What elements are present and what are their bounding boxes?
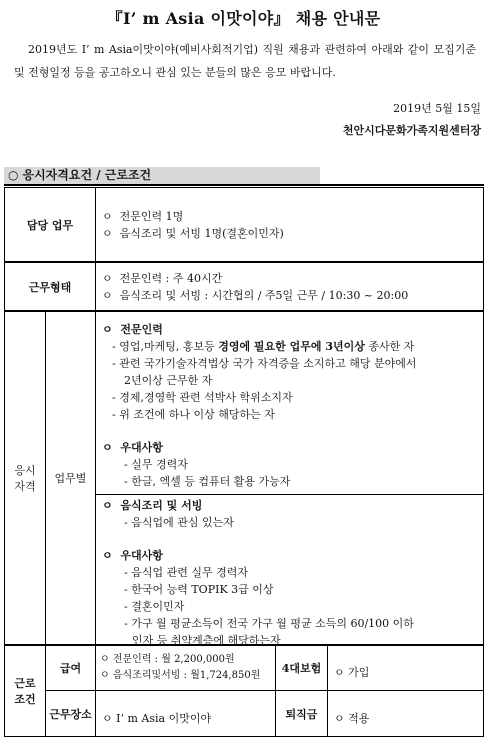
list-item: - 음식업에 관심 있는자 <box>124 516 234 529</box>
list-item: 2년이상 근무한 자 <box>124 374 213 387</box>
expert-qualification <box>96 317 483 494</box>
work-type-label: 근무형태 <box>28 280 72 294</box>
conditions-label: 근로 조건 <box>14 677 36 706</box>
list-item: - 관련 국가기술자격법상 국가 자격증을 소지하고 해당 분야에서 <box>112 357 417 370</box>
list-item: ㅇ 전문인력 : 주 40시간 <box>102 272 223 285</box>
requirements-table <box>4 187 484 737</box>
duty-content <box>96 204 483 246</box>
document-title: 『I’ m Asia 이맛이야』 채용 안내문 <box>106 9 381 28</box>
list-item: - 한글, 엑셀 등 컴퓨터 활용 가능자 <box>124 475 291 488</box>
work-type-content <box>96 266 483 308</box>
insurance-label: 4대보험 <box>281 662 322 675</box>
by-job-label: 업무별 <box>54 472 87 485</box>
salary-content <box>96 652 276 684</box>
list-item: - 결혼이민자 <box>124 600 185 613</box>
list-item: - 경제,경영학 관련 석박사 학위소지자 <box>112 391 293 404</box>
list-item: - 한국어 능력 TOPIK 3급 이상 <box>124 583 274 596</box>
list-item: - 위 조건에 하나 이상 해당하는 자 <box>112 408 275 421</box>
expert-preference-heading: ㅇ 우대사항 <box>102 441 163 454</box>
announcement-date: 2019년 5월 15일 <box>393 102 481 115</box>
salary-label: 급여 <box>59 662 82 675</box>
cook-qualification <box>96 493 483 653</box>
circle-outline-icon: ○ <box>8 168 19 182</box>
list-item: - 가구 월 평균소득이 전국 가구 월 평균 소득의 60/100 이하 <box>124 617 414 630</box>
list-item: - 영업,마케팅, 홍보등 경영에 필요한 업무에 3년이상 종사한 자 <box>112 340 415 353</box>
list-item: 인자 등 취약계층에 해당하는자 <box>132 634 281 647</box>
list-item: - 실무 경력자 <box>124 458 188 471</box>
duty-label: 담당 업무 <box>26 218 74 232</box>
cook-preference-heading: ㅇ 우대사항 <box>102 549 163 562</box>
row-divider <box>45 690 483 691</box>
severance-value: ㅇ 적용 <box>334 712 370 725</box>
severance-label: 퇴직금 <box>285 707 318 721</box>
qualification-label: 응시 자격 <box>14 464 36 493</box>
list-item: ㅇ 전문인력 : 월 2,200,000원 <box>100 654 235 665</box>
cook-heading: ㅇ 음식조리 및 서빙 <box>102 499 203 512</box>
list-item: ㅇ 음식조리및서빙 : 월1,724,850원 <box>100 670 261 681</box>
intro-paragraph: 2019년도 I’ m Asia이맛이야(예비사회적기업) 직원 채용과 관련하여 아래와 같이 모집기준 및 전형일정 등을 공고하오니 관심 있는 분들의 많은 응모 바랍니다. <box>14 43 476 79</box>
organization-name: 천안시다문화가족지원센터장 <box>342 124 481 137</box>
section-header <box>4 167 320 184</box>
section-title: 응시자격요건 / 근로조건 <box>22 168 152 182</box>
list-item: ㅇ 음식조리 및 서빙 : 시간협의 / 주5일 근무 / 10:30 ~ 20:00 <box>102 289 409 302</box>
list-item: ㅇ 음식조리 및 서빙 1명(결혼이민자) <box>102 227 284 240</box>
expert-heading: ㅇ 전문인력 <box>102 323 163 336</box>
section-divider <box>4 184 484 186</box>
insurance-value: ㅇ 가입 <box>334 666 370 679</box>
list-item: - 음식업 관련 실무 경력자 <box>124 566 248 579</box>
place-label: 근무장소 <box>49 707 92 721</box>
place-value: ㅇ I’ m Asia 이맛이야 <box>102 712 212 725</box>
list-item: ㅇ 전문인력 1명 <box>102 210 184 223</box>
